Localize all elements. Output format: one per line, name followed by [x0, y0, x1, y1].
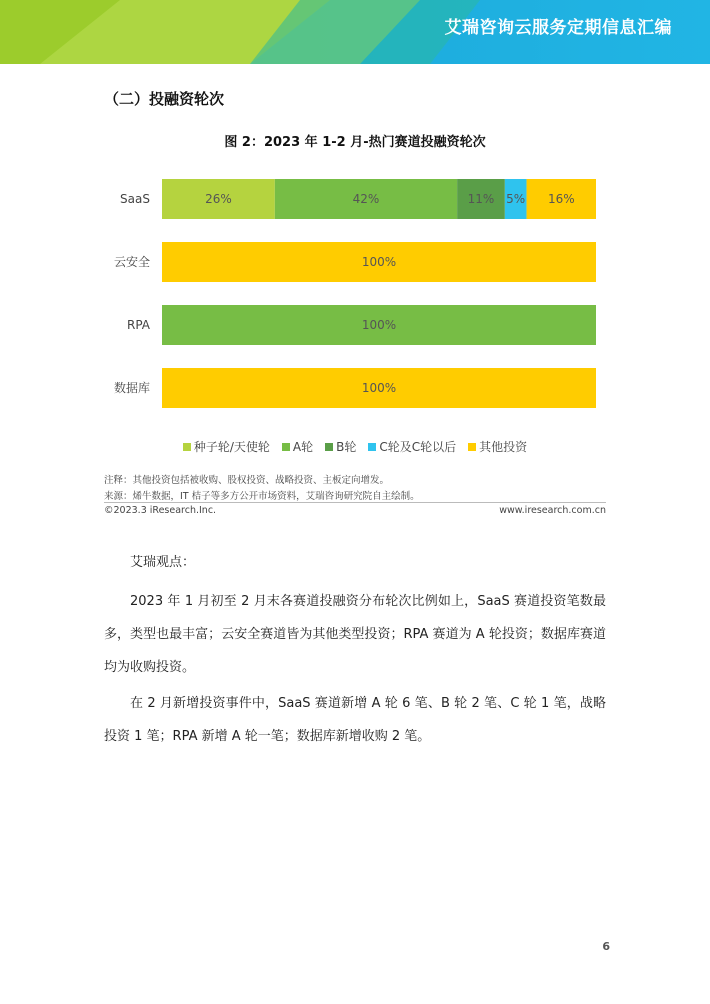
bar-data-label: 42%: [352, 192, 380, 206]
legend-swatch: [368, 443, 376, 451]
header-title: 艾瑞咨询云服务定期信息汇编: [444, 18, 672, 38]
website: www.iresearch.com.cn: [499, 505, 606, 516]
footer-divider: [104, 502, 606, 503]
body-heading: 艾瑞观点：: [130, 555, 196, 570]
body-paragraph-2: 在 2 月新增投资事件中，SaaS 赛道新增 A 轮 6 笔、B 轮 2 笔、C 轮 1 笔，战略投资 1 笔；RPA 新增 A 轮一笔；数据库新增收购 2 笔。: [104, 696, 606, 744]
legend-label: A轮: [292, 440, 314, 454]
category-label: 数据库: [113, 381, 150, 395]
legend-label: 种子轮/天使轮: [193, 440, 270, 454]
page-header: [0, 0, 710, 64]
legend-item: [183, 438, 270, 455]
copyright: ©2023.3 iResearch.Inc.: [104, 505, 217, 516]
chart-title: 图 2：2023 年 1-2 月-热门赛道投融资轮次: [224, 135, 486, 150]
legend-label: 其他投资: [479, 440, 528, 454]
chart-note: 注释：其他投资包括被收购、股权投资、战略投资、主板定向增发。: [104, 475, 390, 486]
legend-item: [368, 438, 456, 455]
bar-data-label: 100%: [361, 318, 397, 332]
bar-data-label: 16%: [547, 192, 575, 206]
body-paragraph-1: 2023 年 1 月初至 2 月末各赛道投融资分布轮次比例如上，SaaS 赛道投资笔数最多，类型也最丰富；云安全赛道皆为其他类型投资；RPA 赛道为 A 轮投资；数据库赛道均为收购投资。: [104, 594, 606, 675]
legend-item: [468, 438, 527, 455]
section-title: （二）投融资轮次: [104, 90, 225, 108]
chart-legend: [0, 438, 710, 455]
legend-swatch: [183, 443, 191, 451]
bar-data-label: 26%: [205, 192, 232, 206]
legend-item: [282, 438, 313, 455]
bar-data-label: 11%: [467, 192, 495, 206]
legend-swatch: [325, 443, 333, 451]
category-label: 云安全: [113, 255, 150, 269]
legend-swatch: [282, 443, 290, 451]
category-label: RPA: [126, 318, 150, 332]
category-label: SaaS: [120, 192, 150, 206]
bar-data-label: 100%: [361, 255, 397, 269]
legend-label: B轮: [336, 440, 357, 454]
bar-data-label: 100%: [361, 381, 397, 395]
legend-item: [325, 438, 356, 455]
legend-swatch: [468, 443, 476, 451]
page-number: 6: [602, 940, 610, 953]
legend-label: C轮及C轮以后: [379, 440, 457, 454]
chart-source: 来源：烯牛数据，IT 桔子等多方公开市场资料，艾瑞咨询研究院自主绘制。: [104, 491, 420, 502]
stacked-bar-chart: [0, 160, 710, 430]
bar-data-label: 5%: [506, 192, 526, 206]
